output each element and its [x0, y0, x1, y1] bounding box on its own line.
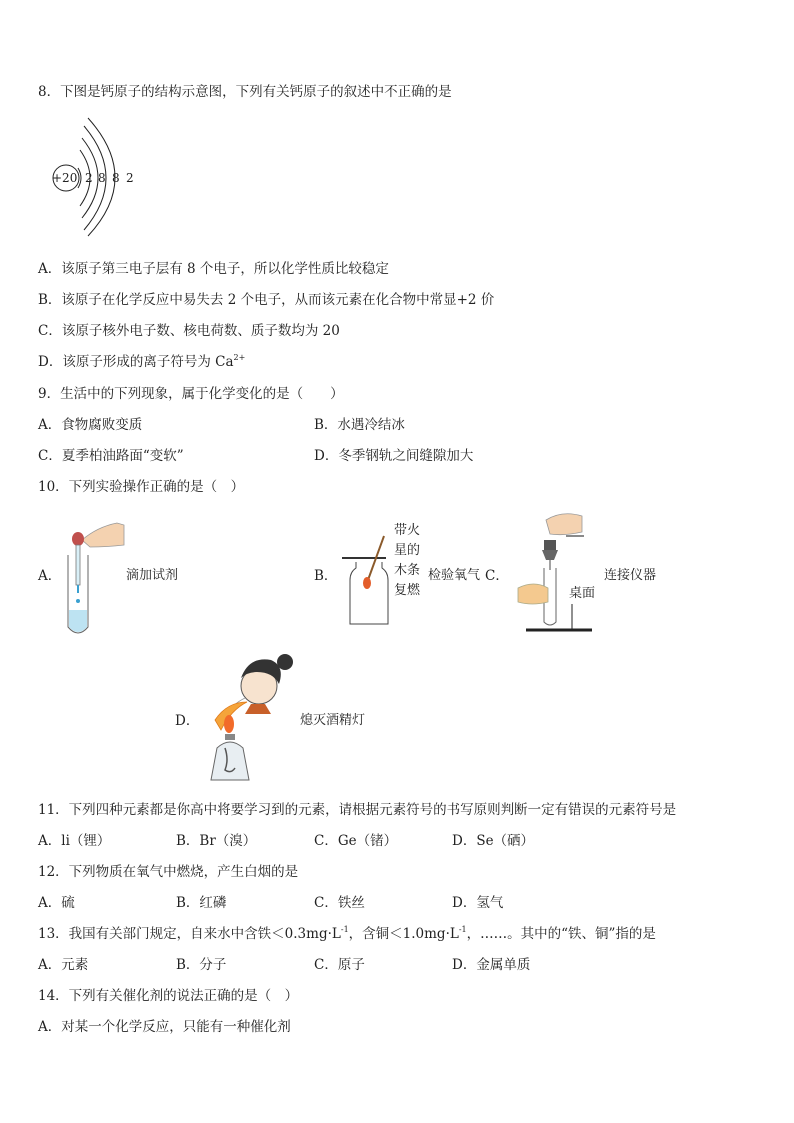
q13-option-b: B．分子 [176, 957, 227, 973]
ion-charge: 2+ [233, 353, 246, 362]
q8-option-d-text: D．该原子形成的离子符号为 Ca [38, 354, 234, 370]
q9-option-a: A．食物腐败变质 [38, 417, 143, 433]
q13-option-c: C．原子 [314, 957, 365, 973]
q12-option-a: A．硫 [38, 895, 75, 911]
q11-option-d: D．Se（硒） [452, 833, 535, 849]
glowing-splint-bottle-icon [340, 532, 400, 627]
q8-option-a: A．该原子第三电子层有 8 个电子，所以化学性质比较稳定 [38, 261, 389, 277]
desk-label: 桌面 [569, 586, 596, 601]
splint-label-line-4: 复燃 [394, 583, 421, 598]
shell-4-count: 2 [126, 171, 134, 185]
q12-stem: 12．下列物质在氧气中燃烧，产生白烟的是 [38, 864, 299, 880]
q10-option-c-letter: C． [485, 568, 509, 584]
splint-label-line-2: 星的 [394, 543, 421, 558]
q10-option-b-letter: B． [314, 568, 338, 584]
alcohol-lamp-blow-icon [205, 648, 300, 788]
q13-option-d: D．金属单质 [452, 957, 531, 973]
shell-1-count: 2 [85, 171, 93, 185]
q10-option-d-caption: 熄灭酒精灯 [300, 713, 366, 728]
q10-option-b-caption: 检验氧气 [428, 568, 481, 583]
q14-option-a: A．对某一个化学反应，只能有一种催化剂 [38, 1019, 291, 1035]
q13-stem [38, 925, 656, 943]
q13-stem-part-3: ，……。其中的“铁、铜”指的是 [466, 926, 656, 942]
nucleus-charge: +20 [52, 171, 78, 185]
shell-3-count: 8 [112, 171, 120, 185]
q12-option-c: C．铁丝 [314, 895, 365, 911]
q11-option-a: A．li（锂） [38, 833, 111, 849]
calcium-atom-diagram [48, 118, 158, 233]
q10-option-a-caption: 滴加试剂 [126, 568, 179, 583]
q9-option-d: D．冬季钢轨之间缝隙加大 [314, 448, 474, 464]
q8-option-d [38, 353, 245, 371]
q11-option-c: C．Ge（锗） [314, 833, 398, 849]
splint-label-line-3: 木条 [394, 563, 421, 578]
q11-stem: 11．下列四种元素都是你高中将要学习到的元素，请根据元素符号的书写原则判断一定有错误的元素符号是 [38, 802, 677, 818]
dropper-test-tube-icon [62, 515, 132, 640]
q10-option-d-letter: D． [175, 713, 200, 729]
q10-stem: 10．下列实验操作正确的是（ ） [38, 479, 245, 495]
q9-option-b: B．水遇冷结冰 [314, 417, 405, 433]
q13-option-a: A．元素 [38, 957, 89, 973]
connect-apparatus-icon [512, 510, 594, 638]
q13-stem-part-1: 13．我国有关部门规定，自来水中含铁＜0.3mg·L [38, 926, 341, 942]
shell-2-count: 8 [98, 171, 106, 185]
q10-option-c-caption: 连接仪器 [604, 568, 657, 583]
q11-option-b: B．Br（溴） [176, 833, 257, 849]
q12-option-d: D．氢气 [452, 895, 504, 911]
q8-option-b: B．该原子在化学反应中易失去 2 个电子，从而该元素在化合物中常显+2 价 [38, 292, 495, 308]
q14-stem: 14．下列有关催化剂的说法正确的是（ ） [38, 988, 299, 1004]
q12-option-b: B．红磷 [176, 895, 227, 911]
q9-stem: 9．生活中的下列现象，属于化学变化的是（ ） [38, 386, 344, 402]
q13-stem-part-2: ，含铜＜1.0mg·L [348, 926, 459, 942]
q13-unit-exp-2: -1 [458, 925, 467, 934]
q9-option-c: C．夏季柏油路面“变软” [38, 448, 184, 464]
q13-unit-exp-1: -1 [340, 925, 349, 934]
q8-option-c: C．该原子核外电子数、核电荷数、质子数均为 20 [38, 323, 340, 339]
q8-stem: 8．下图是钙原子的结构示意图，下列有关钙原子的叙述中不正确的是 [38, 84, 452, 100]
splint-label-line-1: 带火 [394, 523, 421, 538]
q10-option-a-letter: A． [38, 568, 62, 584]
